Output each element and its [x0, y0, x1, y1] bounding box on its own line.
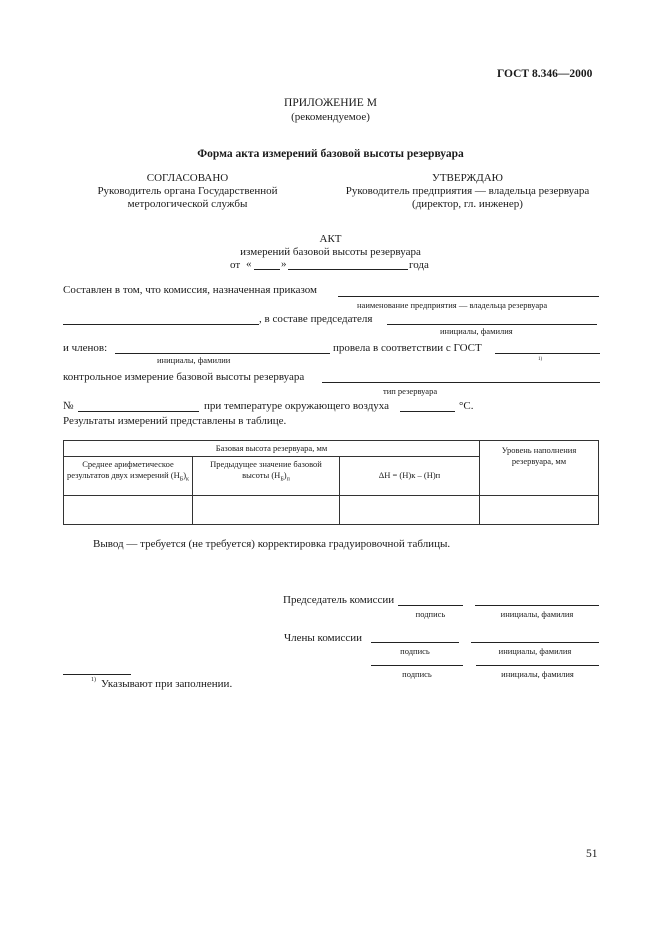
- body-line5-start: №: [63, 400, 74, 412]
- table-col-previous: Предыдущее значение базовой высоты $(H_Б)_п$: [193, 457, 340, 495]
- enterprise-name-field[interactable]: [338, 296, 599, 297]
- caption-member1-initials: инициалы, фамилия: [498, 646, 572, 656]
- chairman-signature-field[interactable]: [398, 605, 463, 606]
- approval-left-line1: Руководитель органа Государственной: [97, 185, 278, 197]
- temperature-field[interactable]: [400, 411, 455, 412]
- tank-number-field[interactable]: [78, 411, 199, 412]
- table-level-header: Уровень наполнения резервуара, мм: [480, 441, 599, 496]
- date-open-quote: «: [246, 258, 252, 270]
- footnote-divider: [63, 674, 131, 675]
- act-date-prefix: от: [230, 259, 241, 271]
- body-line3-start: и членов:: [63, 342, 108, 354]
- caption-chairman-signature: подпись: [415, 609, 446, 619]
- act-title: АКТ: [319, 233, 342, 245]
- date-month-field[interactable]: [288, 269, 408, 270]
- page-number: 51: [586, 848, 598, 860]
- member2-signature-field[interactable]: [371, 665, 463, 666]
- members-label: Члены комиссии: [284, 632, 363, 644]
- act-date-suffix: года: [409, 259, 429, 271]
- date-close-quote: »: [281, 258, 287, 270]
- member1-signature-field[interactable]: [371, 642, 459, 643]
- caption-member2-signature: подпись: [402, 669, 432, 679]
- appendix-title: ПРИЛОЖЕНИЕ М: [284, 97, 377, 109]
- member2-initials-field[interactable]: [476, 665, 599, 666]
- document-code: ГОСТ 8.346—2000: [497, 68, 593, 80]
- members-names-field[interactable]: [115, 353, 330, 354]
- act-subtitle: измерений базовой высоты резервуара: [240, 246, 421, 258]
- date-day-field[interactable]: [254, 269, 280, 270]
- approval-right-line1: Руководитель предприятия — владельца резервуара: [345, 185, 590, 197]
- caption-chairman-initials: инициалы, фамилия: [500, 609, 574, 619]
- member1-initials-field[interactable]: [471, 642, 599, 643]
- chairman-initials-field[interactable]: [475, 605, 599, 606]
- table-col-average: Среднее арифметическое результатов двух измерений $(H_Б)_к$: [64, 457, 193, 495]
- chairman-label: Председатель комиссии: [283, 594, 395, 606]
- body-line4: контрольное измерение базовой высоты резервуара: [63, 371, 305, 383]
- caption-members: инициалы, фамилии: [157, 355, 231, 365]
- footnote-mark: 1): [91, 677, 96, 683]
- caption-member2-initials: инициалы, фамилия: [501, 669, 574, 679]
- approval-left-heading: СОГЛАСОВАНО: [146, 172, 229, 184]
- tank-type-field[interactable]: [322, 382, 600, 383]
- caption-chairman: инициалы, фамилия: [440, 326, 513, 336]
- caption-enterprise: наименование предприятия — владельца резервуара: [357, 300, 548, 310]
- table-cell-level[interactable]: [480, 495, 599, 524]
- appendix-subtitle: (рекомендуемое): [291, 111, 370, 123]
- conclusion-text: Вывод — требуется (не требуется) корректировка градуировочной таблицы.: [93, 538, 451, 550]
- body-line3-mid: провела в соответствии с ГОСТ: [333, 342, 482, 354]
- results-table: [63, 440, 599, 525]
- body-line5-mid: при температуре окружающего воздуха: [204, 400, 390, 412]
- approval-right-heading: УТВЕРЖДАЮ: [432, 172, 503, 184]
- form-title: Форма акта измерений базовой высоты резервуара: [197, 148, 464, 160]
- table-cell-average[interactable]: [64, 495, 193, 524]
- body-line1: Составлен в том, что комиссия, назначенная приказом: [63, 284, 317, 296]
- table-cell-previous[interactable]: [193, 495, 340, 524]
- chairman-name-field[interactable]: [387, 324, 597, 325]
- temperature-unit: °С.: [459, 400, 474, 412]
- enterprise-name-continued-field[interactable]: [63, 324, 259, 325]
- footnote-ref: 1): [538, 357, 543, 362]
- gost-number-field[interactable]: [495, 353, 600, 354]
- footnote-text: Указывают при заполнении.: [101, 678, 233, 690]
- approval-left-line2: метрологической службы: [127, 198, 248, 210]
- caption-tank-type: тип резервуара: [383, 386, 438, 396]
- table-cell-delta[interactable]: [340, 495, 480, 524]
- approval-right-line2: (директор, гл. инженер): [412, 198, 523, 210]
- body-line2: , в составе председателя: [259, 313, 373, 325]
- body-line6: Результаты измерений представлены в таблице.: [63, 415, 287, 427]
- table-group-header: Базовая высота резервуара, мм: [64, 441, 480, 457]
- caption-member1-signature: подпись: [400, 646, 430, 656]
- table-col-delta: ΔH = (H)к – (H)п: [340, 457, 480, 495]
